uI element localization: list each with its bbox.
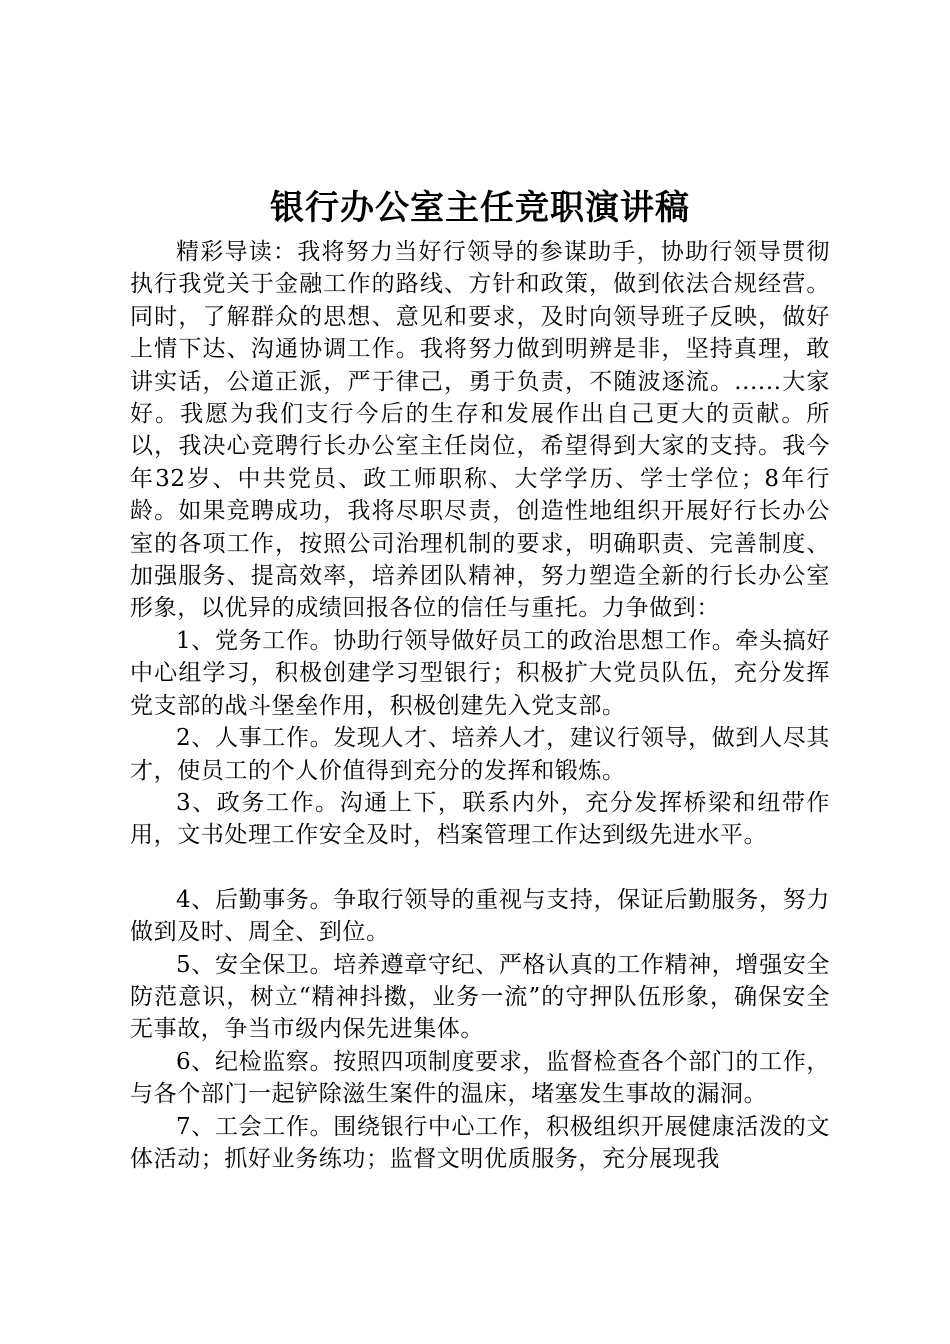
document-title: 银行办公室主任竞职演讲稿 — [270, 188, 690, 228]
item-security: 5、安全保卫。培养遵章守纪、严格认真的工作精神，增强安全防范意识，树立“精神抖擞，业务一流”的守押队伍形象，确保安全无事故，争当市级内保先进集体。 — [130, 951, 830, 1043]
item-government-affairs: 3、政务工作。沟通上下，联系内外，充分发挥桥梁和纽带作用，文书处理工作安全及时，档案管理工作达到级先进水平。 — [130, 789, 830, 849]
item-logistics: 4、后勤事务。争取行领导的重视与支持，保证后勤服务，努力做到及时、周全、到位。 — [130, 886, 830, 946]
item-personnel: 2、人事工作。发现人才、培养人才，建议行领导，做到人尽其才，使员工的个人价值得到充分的发挥和锻炼。 — [130, 725, 830, 784]
intro-paragraph: 精彩导读：我将努力当好行领导的参谋助手，协助行领导贯彻执行我党关于金融工作的路线、方针和政策，做到依法合规经营。同时，了解群众的思想、意见和要求，及时向领导班子反映，做好上情下达、沟通协调工作。我将努力做到明辨是非，坚持真理，敢讲实话，公道正派，严于律己，勇于负责，不随波逐流。......大家好。我愿为我们支行今后的生存和发展作出自己更大的贡献。所以，我决心竞聘行长办公室主任岗位，希望得到大家的支持。我今年32岁、中共党员、政工师职称、大学学历、学士学位；8年行龄。如果竞聘成功，我将尽职尽责，创造性地组织开展好行长办公室的各项工作，按照公司治理机制的要求，明确职责、完善制度、加强服务、提高效率，培养团队精神，努力塑造全新的行长办公室形象，以优异的成绩回报各位的信任与重托。力争做到： — [130, 239, 830, 622]
item-discipline-inspection: 6、纪检监察。按照四项制度要求，监督检查各个部门的工作，与各个部门一起铲除滋生案件的温床，堵塞发生事故的漏洞。 — [130, 1048, 830, 1108]
item-union-work: 7、工会工作。围绕银行中心工作，积极组织开展健康活泼的文体活动；抓好业务练功；监督文明优质服务，充分展现我 — [130, 1113, 830, 1172]
item-party-affairs: 1、党务工作。协助行领导做好员工的政治思想工作。牵头搞好中心组学习，积极创建学习型银行；积极扩大党员队伍，充分发挥党支部的战斗堡垒作用，积极创建先入党支部。 — [130, 627, 830, 719]
document-page — [130, 180, 830, 1175]
